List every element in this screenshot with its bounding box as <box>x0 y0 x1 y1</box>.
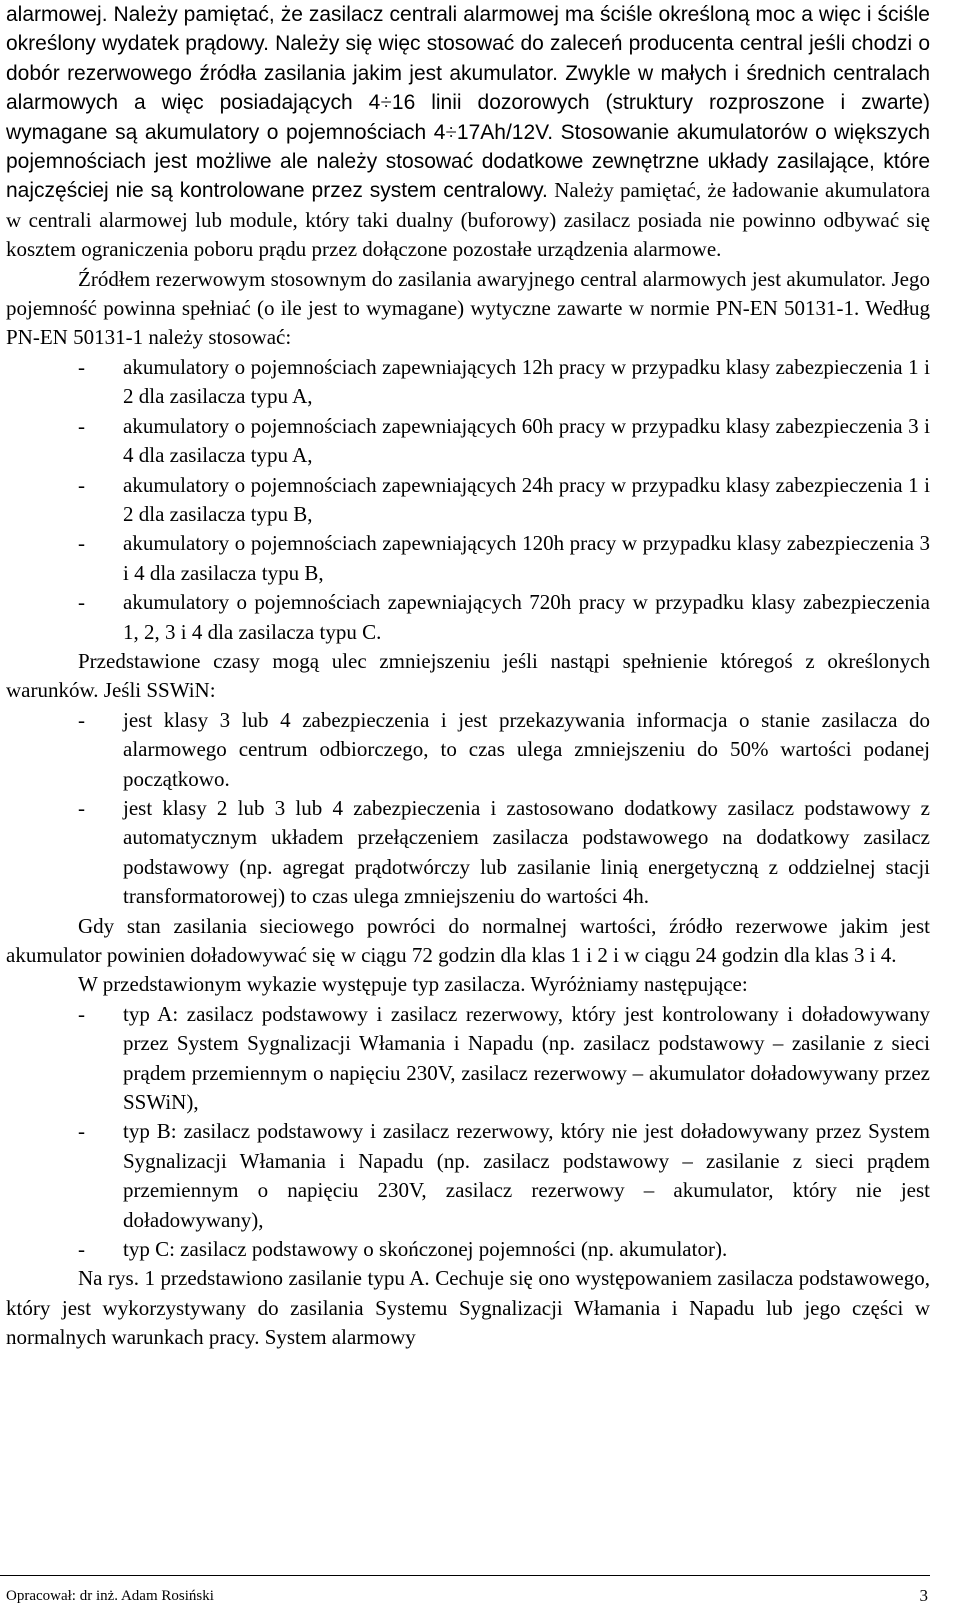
list-dash: - <box>78 707 85 732</box>
list-item-text: akumulatory o pojemnościach zapewniających 24h pracy w przypadku klasy zabezpieczenia 1 i 2 dla zasilacza typu B, <box>123 472 930 526</box>
range-sign: ÷ <box>380 90 392 115</box>
intro-sentence-3: 17Ah/12V. Stosowanie akumulatorów o większych pojemnościach jest możliwe ale należy stosować dodatkowe zewnętrzne układy zasilające, które najczęściej nie są kontrolowane przez system centralowy. <box>6 120 930 203</box>
list-item-text: akumulatory o pojemnościach zapewniających 120h pracy w przypadku klasy zabezpieczenia 3 i 4 dla zasilacza typu B, <box>123 531 930 585</box>
list-item-text: jest klasy 3 lub 4 zabezpieczenia i jest przekazywania informacja o stanie zasilacza do alarmowego centrum odbiorczego, to czas ulega zmniejszeniu do 50% wartości podanej początkowo. <box>123 707 930 791</box>
list-item-text: typ C: zasilacz podstawowy o skończonej pojemności (np. akumulator). <box>123 1237 728 1262</box>
battery-requirements-list <box>6 353 930 647</box>
paragraph-time-reduction: Przedstawione czasy mogą ulec zmniejszeniu jeśli nastąpi spełnienie któregoś z określonych warunków. Jeśli SSWiN: <box>6 648 930 703</box>
list-item <box>6 1235 930 1264</box>
list-dash: - <box>78 472 85 497</box>
list-item <box>6 1117 930 1235</box>
paragraph-psu-types: W przedstawionym wykazie występuje typ zasilacza. Wyróżniamy następujące: <box>78 972 748 997</box>
paragraph-intro <box>6 0 930 265</box>
list-item-text: jest klasy 2 lub 3 lub 4 zabezpieczenia i zastosowano dodatkowy zasilacz podstawowy z automatycznym układem przełączeniem zasilacza podstawowego na dodatkowy zasilacz podstawowy (np. agregat prądotwórczy lub zasilanie linią energetyczną z oddzielnej stacji transformatorowej) to czas ulega zmniejszeniu do wartości 4h. <box>123 795 930 909</box>
intro-sentence-1: alarmowej. Należy pamiętać, że zasilacz centrali alarmowej ma ściśle określoną moc a więc i ściśle określony wydatek prądowy. Należy się więc stosować do zaleceń producenta central jeśli chodzi o dobór rezerwowego źródła zasilania jakim jest akumulator. Zwykle w małych i średnich centralach alarmowych a więc posiadających 4 <box>6 3 930 115</box>
list-item <box>6 353 930 412</box>
list-dash: - <box>78 795 85 820</box>
list-item <box>6 529 930 588</box>
paragraph-backup-source: Źródłem rezerwowym stosownym do zasilania awaryjnego central alarmowych jest akumulator. Jego pojemność powinna spełniać (o ile jest to wymagane) wytyczne zawarte w normie PN-EN 50131-1. Według PN-EN 50131-1 należy stosować: <box>6 266 930 350</box>
list-dash: - <box>78 1119 85 1144</box>
psu-types-list <box>6 1000 930 1265</box>
list-item-text: typ A: zasilacz podstawowy i zasilacz rezerwowy, który jest kontrolowany i doładowywany przez System Sygnalizacji Włamania i Napadu (np. zasilacz podstawowy – zasilanie z sieci prądem przemiennym o napięciu 230V, zasilacz rezerwowy – akumulator doładowywany przez SSWiN), <box>123 1001 930 1115</box>
list-dash: - <box>78 590 85 615</box>
paragraph-recharge: Gdy stan zasilania sieciowego powróci do normalnej wartości, źródło rezerwowe jakim jest akumulator powinien doładowywać się w ciągu 72 godzin dla klas 1 i 2 i w ciągu 24 godzin dla klas 3 i 4. <box>6 913 930 967</box>
list-dash: - <box>78 531 85 556</box>
list-item-text: typ B: zasilacz podstawowy i zasilacz rezerwowy, który nie jest doładowywany przez System Sygnalizacji Włamania i Napadu (np. zasilacz podstawowy – zasilanie z sieci prądem przemiennym o napięciu 230V, zasilacz rezerwowy – akumulator, który nie jest doładowywany), <box>123 1119 930 1232</box>
list-item <box>6 471 930 530</box>
reduction-conditions-list <box>6 706 930 912</box>
document-page <box>6 0 930 1353</box>
list-item <box>6 412 930 471</box>
paragraph-figure-intro: Na rys. 1 przedstawiono zasilanie typu A. Cechuje się ono występowaniem zasilacza podstawowego, który jest wykorzystywany do zasilania Systemu Sygnalizacji Włamania i Napadu lub jego części w normalnych warunkach pracy. System alarmowy <box>6 1266 930 1350</box>
intro-sentence-4: Należy pamiętać, że ładowanie akumulatora w centrali alarmowej lub module, który taki dualny (buforowy) zasilacz posiada nie powinno odbywać się kosztem ograniczenia poboru prądu przez dołączone pozostałe urządzenia alarmowe. <box>6 178 930 262</box>
list-item <box>6 1000 930 1118</box>
page-footer <box>0 1575 930 1606</box>
range-sign: ÷ <box>445 119 457 144</box>
list-dash: - <box>78 354 85 379</box>
list-dash: - <box>78 1001 85 1026</box>
list-dash: - <box>78 1237 85 1262</box>
page-number: 3 <box>919 1586 928 1605</box>
footer-author: Opracował: dr inż. Adam Rosiński <box>6 1588 214 1604</box>
list-dash: - <box>78 413 85 438</box>
list-item <box>6 794 930 912</box>
list-item-text: akumulatory o pojemnościach zapewniających 12h pracy w przypadku klasy zabezpieczenia 1 i 2 dla zasilacza typu A, <box>123 354 930 409</box>
list-item <box>6 706 930 794</box>
list-item <box>6 588 930 647</box>
list-item-text: akumulatory o pojemnościach zapewniających 60h pracy w przypadku klasy zabezpieczenia 3 i 4 dla zasilacza typu A, <box>123 413 930 468</box>
list-item-text: akumulatory o pojemnościach zapewniających 720h pracy w przypadku klasy zabezpieczenia 1, 2, 3 i 4 dla zasilacza typu C. <box>123 590 930 644</box>
intro-sentence-2: 16 linii dozorowych (struktury rozproszone i zwarte) wymagane są akumulatory o pojemnościach 4 <box>6 91 931 144</box>
